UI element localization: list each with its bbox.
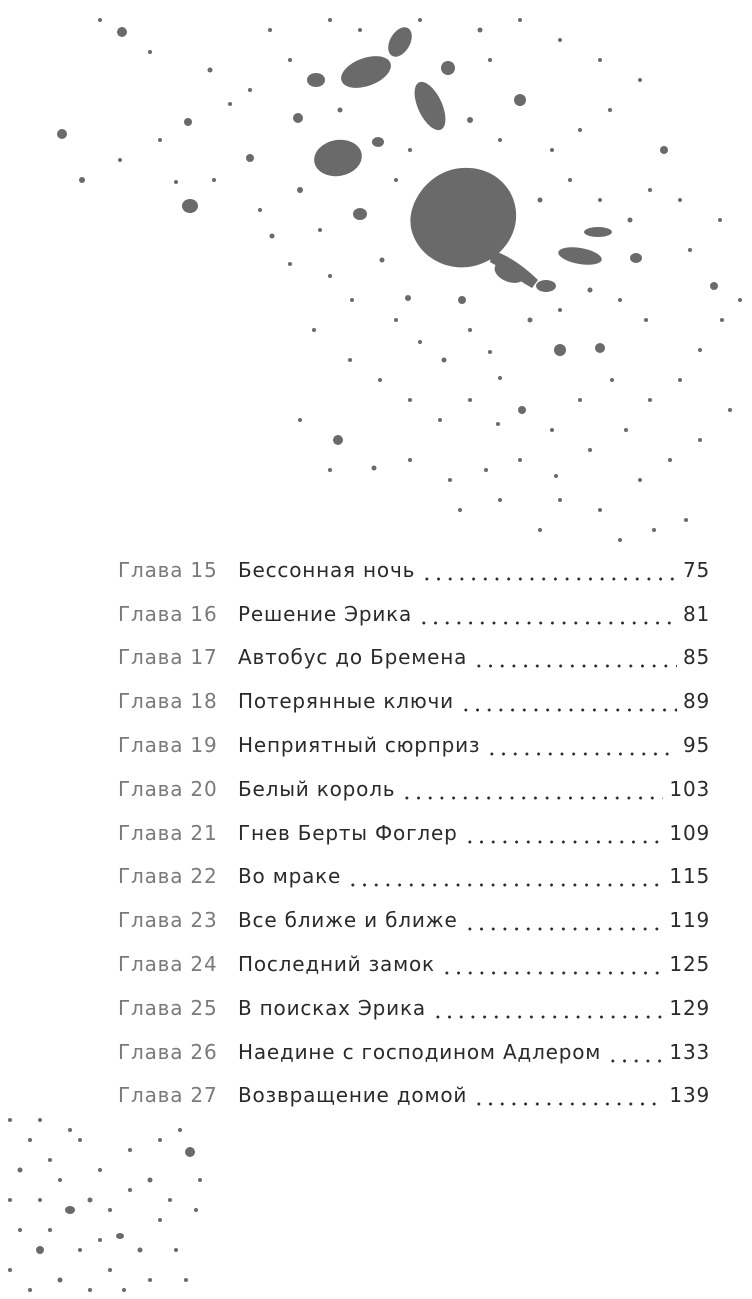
chapter-title: Наедине с господином Адлером — [238, 1039, 602, 1064]
dot-leader — [473, 664, 677, 668]
toc-entry-22[interactable] — [118, 855, 710, 899]
chapter-label: Глава 21 — [118, 820, 218, 845]
page-number: 75 — [682, 557, 710, 582]
toc-entry-23[interactable] — [118, 898, 710, 942]
chapter-title: В поисках Эрика — [238, 995, 426, 1020]
page-number: 109 — [669, 820, 710, 845]
chapter-title: Потерянные ключи — [238, 689, 454, 714]
chapter-label: Глава 20 — [118, 776, 218, 801]
table-of-contents — [118, 548, 710, 1117]
dot-leader — [401, 796, 663, 800]
dot-leader — [486, 752, 677, 756]
chapter-title: Гнев Берты Фоглер — [238, 820, 458, 845]
chapter-title: Во мраке — [238, 864, 342, 889]
toc-entry-26[interactable] — [118, 1030, 710, 1074]
chapter-title: Неприятный сюрприз — [238, 733, 481, 758]
toc-entry-17[interactable] — [118, 636, 710, 680]
chapter-title: Решение Эрика — [238, 601, 413, 626]
page-number: 103 — [669, 776, 710, 801]
page-number: 139 — [669, 1083, 710, 1108]
dot-leader — [432, 1015, 664, 1019]
toc-entry-16[interactable] — [118, 592, 710, 636]
chapter-title: Все ближе и ближе — [238, 908, 458, 933]
chapter-title: Автобус до Бремена — [238, 645, 468, 670]
page-number: 119 — [669, 908, 710, 933]
toc-entry-19[interactable] — [118, 723, 710, 767]
chapter-label: Глава 27 — [118, 1083, 218, 1108]
dot-leader — [418, 621, 677, 625]
chapter-label: Глава 15 — [118, 557, 218, 582]
page-number: 125 — [669, 952, 710, 977]
dot-leader — [473, 1102, 663, 1106]
toc-entry-15[interactable] — [118, 548, 710, 592]
chapter-label: Глава 19 — [118, 733, 218, 758]
dot-leader — [464, 927, 664, 931]
toc-entry-24[interactable] — [118, 942, 710, 986]
dot-leader — [460, 708, 677, 712]
page-number: 81 — [682, 601, 710, 626]
dot-leader — [421, 577, 677, 581]
chapter-title: Бессонная ночь — [238, 557, 416, 582]
page-number: 133 — [669, 1039, 710, 1064]
toc-entry-20[interactable] — [118, 767, 710, 811]
toc-entry-25[interactable] — [118, 986, 710, 1030]
chapter-label: Глава 25 — [118, 995, 218, 1020]
chapter-label: Глава 22 — [118, 864, 218, 889]
chapter-title: Последний замок — [238, 952, 435, 977]
chapter-title: Белый король — [238, 776, 396, 801]
chapter-label: Глава 16 — [118, 601, 218, 626]
chapter-title: Возвращение домой — [238, 1083, 468, 1108]
dot-leader — [441, 971, 664, 975]
toc-entry-18[interactable] — [118, 679, 710, 723]
chapter-label: Глава 18 — [118, 689, 218, 714]
toc-entry-21[interactable] — [118, 811, 710, 855]
toc-entry-27[interactable] — [118, 1074, 710, 1118]
page-number: 89 — [682, 689, 710, 714]
dot-leader — [347, 883, 663, 887]
chapter-label: Глава 24 — [118, 952, 218, 977]
page-number: 95 — [682, 733, 710, 758]
page-number: 85 — [682, 645, 710, 670]
dot-leader — [464, 840, 664, 844]
chapter-label: Глава 17 — [118, 645, 218, 670]
chapter-label: Глава 26 — [118, 1039, 218, 1064]
page-number: 129 — [669, 995, 710, 1020]
chapter-label: Глава 23 — [118, 908, 218, 933]
dot-leader — [607, 1059, 663, 1063]
page-number: 115 — [669, 864, 710, 889]
